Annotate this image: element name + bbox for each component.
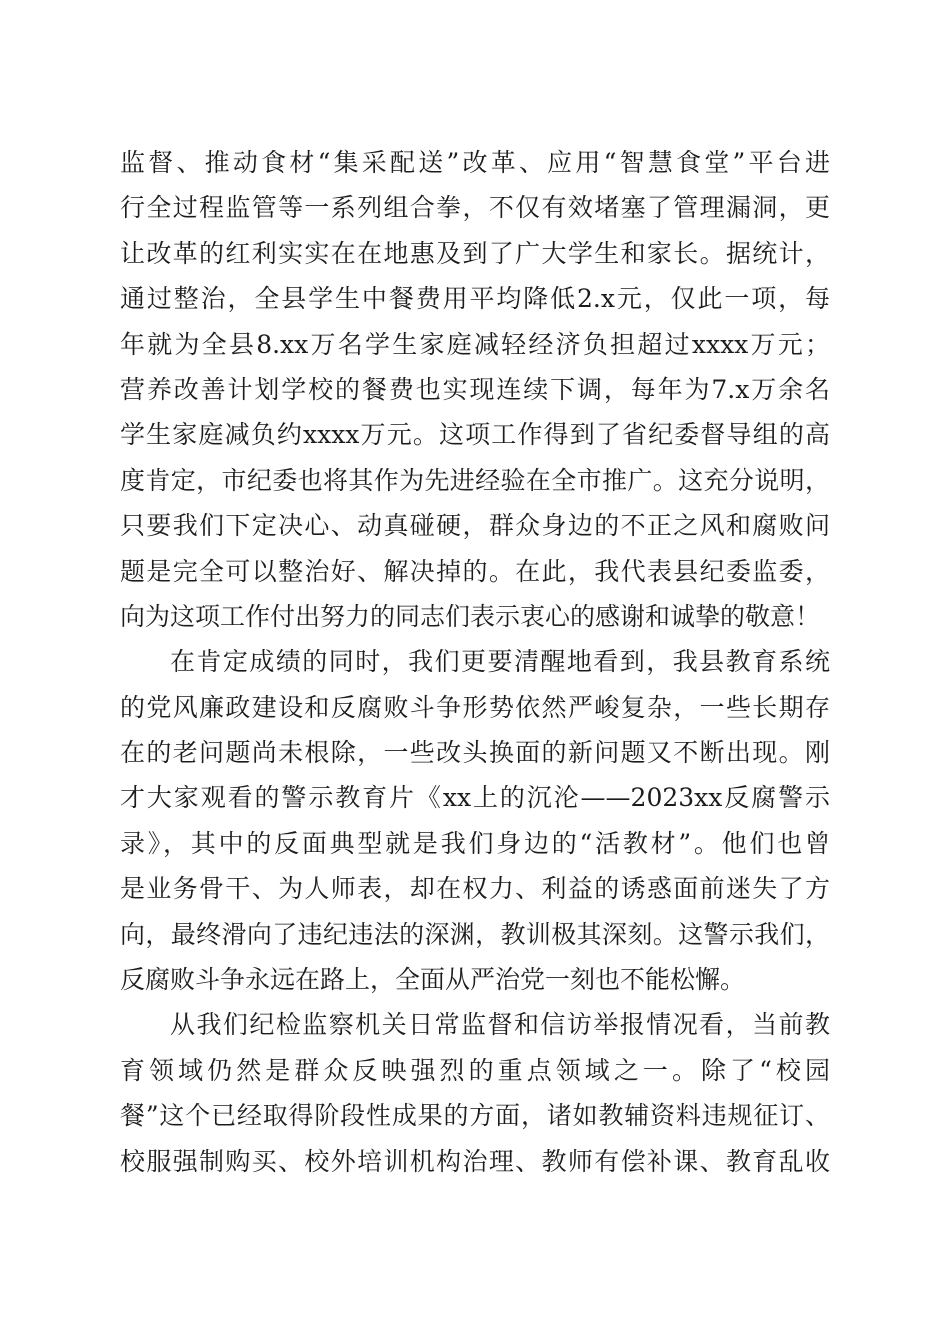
text-line: 监督、推动食材“集采配送”改革、应用“智慧食堂”平台进 xyxy=(120,148,830,177)
text-line: 从我们纪检监察机关日常监督和信访举报情况看，当前教 xyxy=(170,1010,830,1040)
text-line: 年就为全县8.xx万名学生家庭减轻经济负担超过xxxx万元； xyxy=(120,329,830,359)
text-line: 才大家观看的警示教育片《xx上的沉沦——2023xx反腐警示 xyxy=(120,783,830,813)
text-line: 在的老问题尚未根除，一些改头换面的新问题又不断出现。刚 xyxy=(120,738,830,768)
text-line: 育领域仍然是群众反映强烈的重点领域之一。除了“校园 xyxy=(120,1055,830,1085)
text-line: 度肯定，市纪委也将其作为先进经验在全市推广。这充分说明， xyxy=(120,465,830,495)
body-text xyxy=(120,140,830,1184)
text-line: 营养改善计划学校的餐费也实现连续下调，每年为7.x万余名 xyxy=(120,374,830,404)
text-line: 向为这项工作付出努力的同志们表示衷心的感谢和诚挚的敬意！ xyxy=(120,601,821,631)
text-line: 餐”这个已经取得阶段性成果的方面，诸如教辅资料违规征订、 xyxy=(120,1101,830,1131)
text-line: 只要我们下定决心、动真碰硬，群众身边的不正之风和腐败问 xyxy=(120,511,830,541)
text-line: 录》，其中的反面典型就是我们身边的“活教材”。他们也曾 xyxy=(120,828,830,858)
text-line: 是业务骨干、为人师表，却在权力、利益的诱惑面前迷失了方 xyxy=(120,874,830,904)
text-line: 行全过程监管等一系列组合拳，不仅有效堵塞了管理漏洞，更 xyxy=(120,193,830,223)
text-line: 的党风廉政建设和反腐败斗争形势依然严峻复杂，一些长期存 xyxy=(120,692,830,722)
text-line: 在肯定成绩的同时，我们更要清醒地看到，我县教育系统 xyxy=(170,647,830,677)
text-line: 题是完全可以整治好、解决掉的。在此，我代表县纪委监委， xyxy=(120,556,830,586)
text-line: 反腐败斗争永远在路上，全面从严治党一刻也不能松懈。 xyxy=(120,965,746,995)
text-line: 通过整治，全县学生中餐费用平均降低2.x元，仅此一项，每 xyxy=(120,284,830,314)
text-line: 学生家庭减负约xxxx万元。这项工作得到了省纪委督导组的高 xyxy=(120,420,830,450)
text-line: 校服强制购买、校外培训机构治理、教师有偿补课、教育乱收 xyxy=(120,1146,830,1176)
text-line: 让改革的红利实实在在地惠及到了广大学生和家长。据统计， xyxy=(120,238,830,268)
text-line: 向，最终滑向了违纪违法的深渊，教训极其深刻。这警示我们， xyxy=(120,919,830,949)
